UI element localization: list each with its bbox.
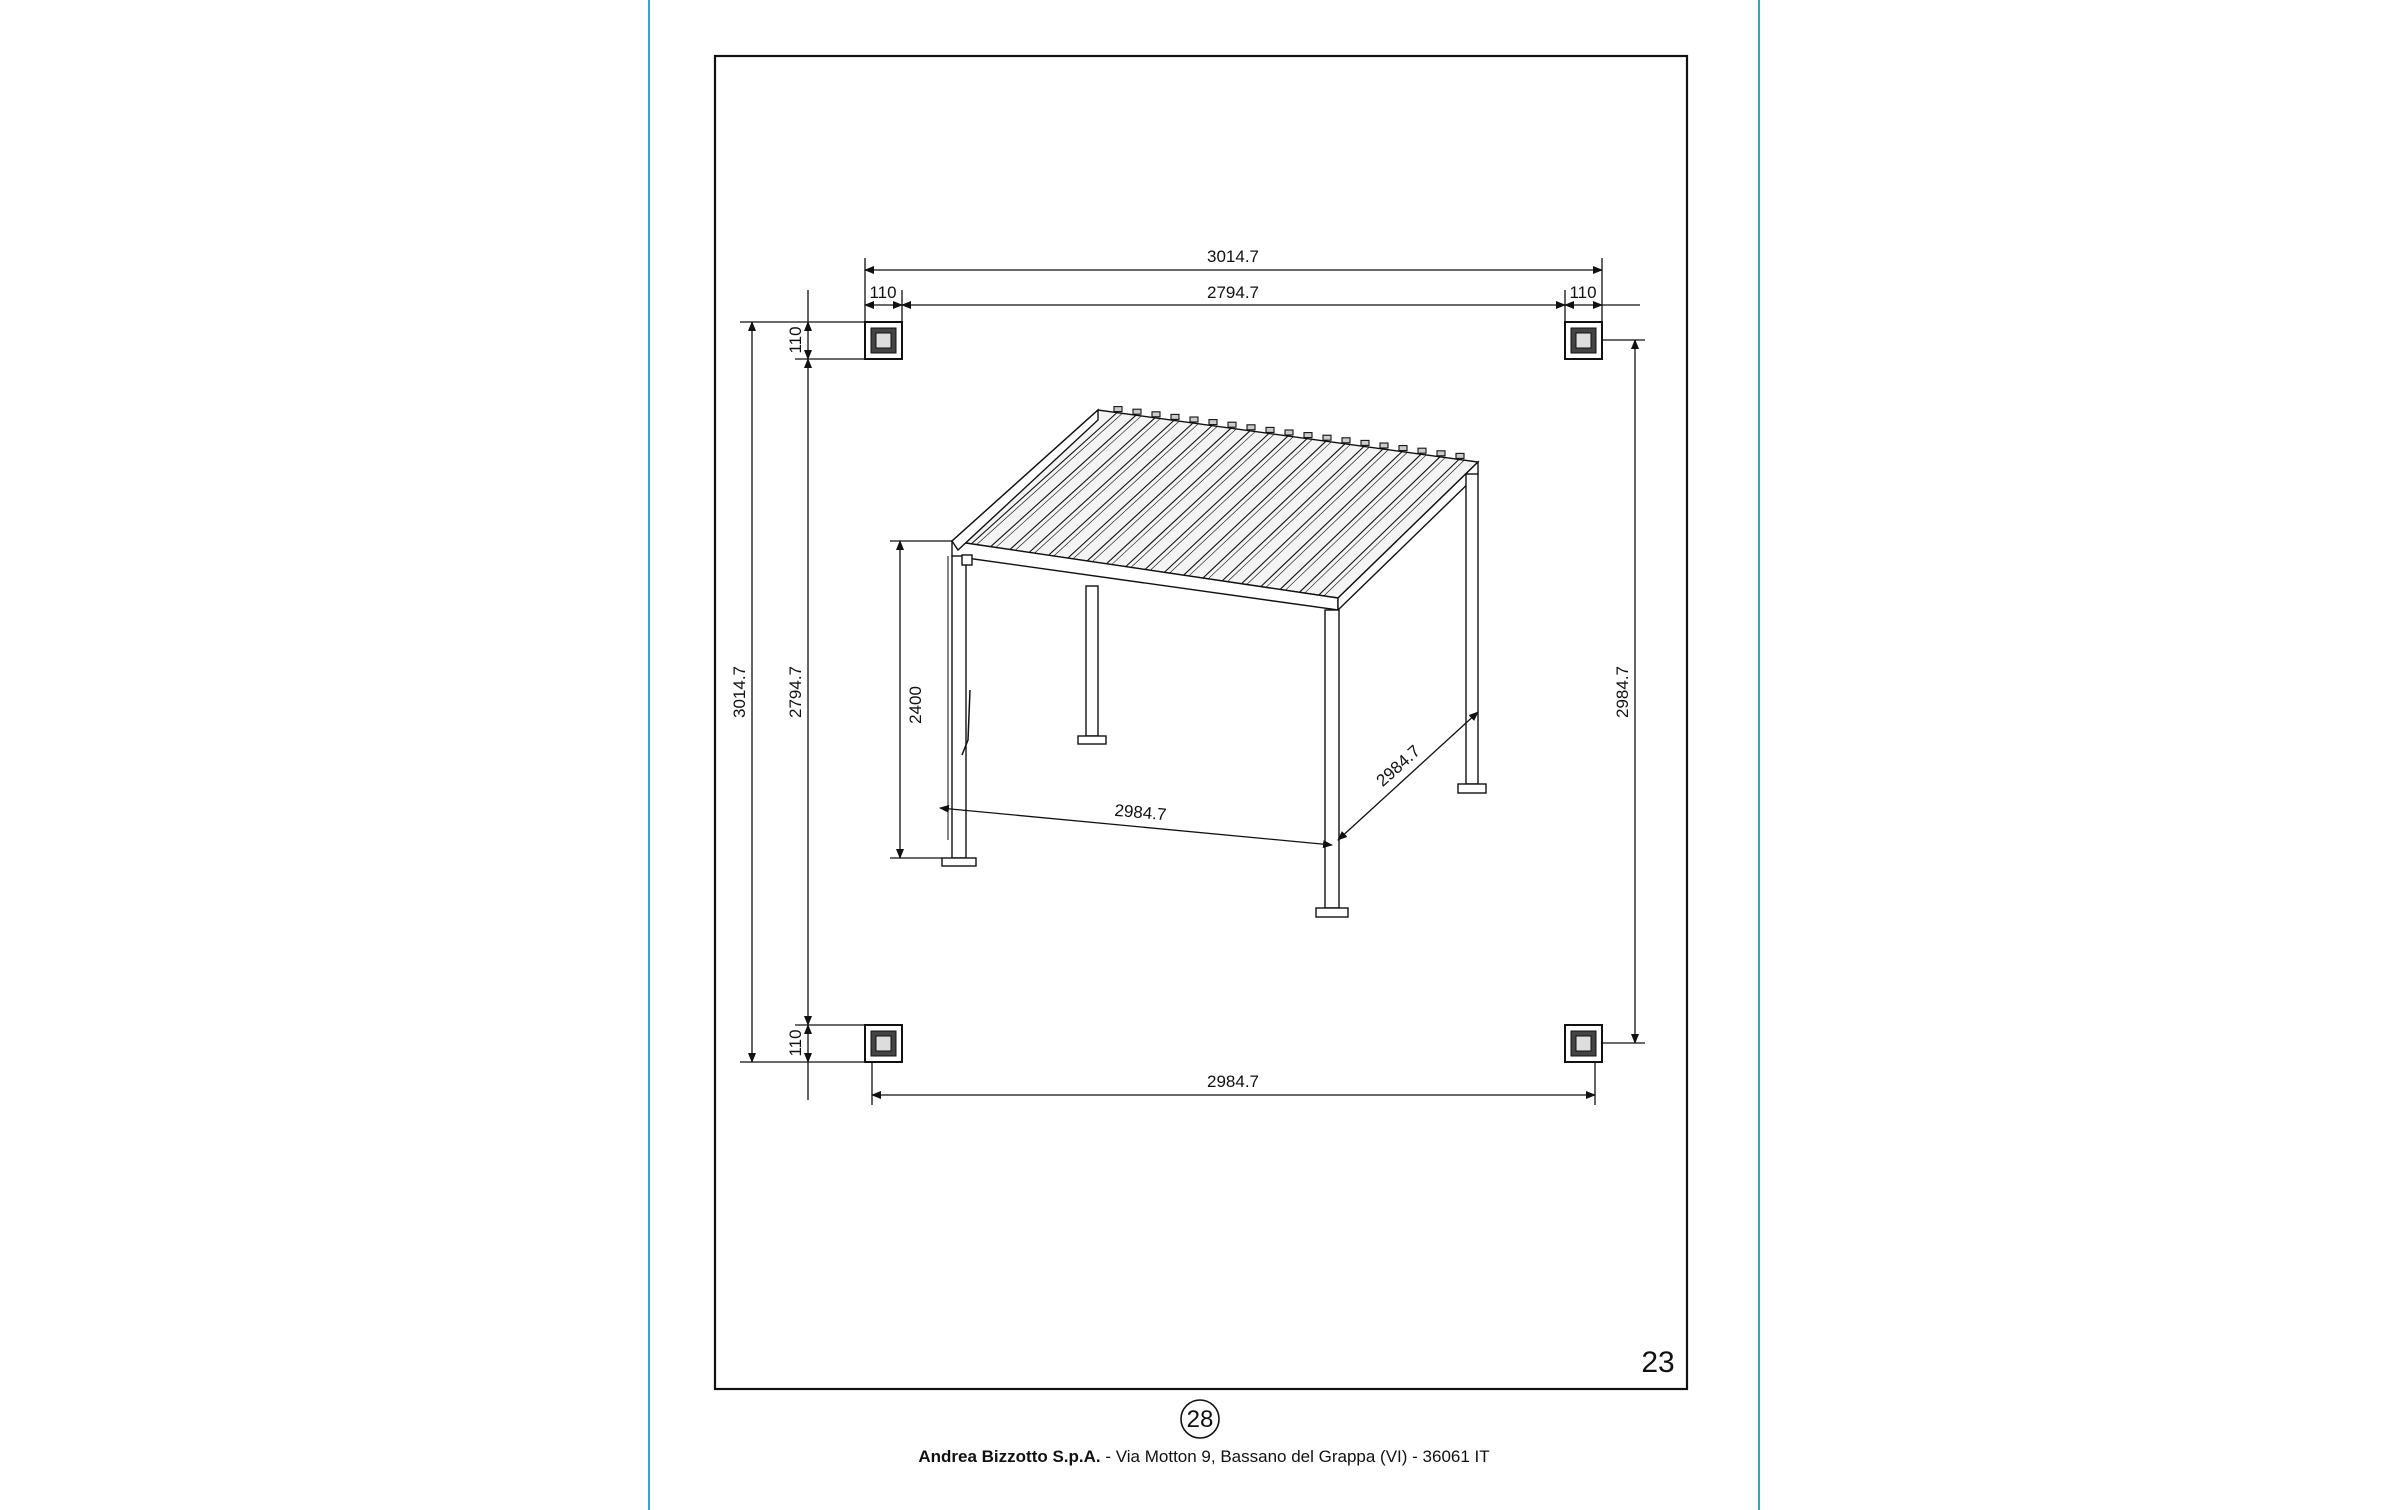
corner-post-bottom-right bbox=[1565, 1025, 1602, 1062]
louver-end-cap bbox=[1323, 435, 1331, 440]
dim-front-width: 2984.7 bbox=[1113, 800, 1168, 825]
louver-end-cap bbox=[1114, 407, 1122, 412]
pergola-3d-view bbox=[942, 407, 1486, 917]
louver-end-cap bbox=[1190, 417, 1198, 422]
louver-end-cap bbox=[1285, 430, 1293, 435]
dim-left-top-post: 110 bbox=[786, 326, 805, 354]
dim-height: 2400 bbox=[906, 686, 925, 724]
dim-left-bottom-post: 110 bbox=[786, 1029, 805, 1057]
louver-end-cap bbox=[1171, 414, 1179, 419]
louver-end-cap bbox=[1133, 409, 1141, 414]
dim-top-inner: 2794.7 bbox=[1207, 283, 1259, 302]
dim-right-depth: 2984.7 bbox=[1613, 666, 1632, 718]
louver-end-cap bbox=[1342, 438, 1350, 443]
dim-bottom-width: 2984.7 bbox=[1207, 1072, 1259, 1091]
louver-end-cap bbox=[1456, 453, 1464, 458]
dim-left-overall: 3014.7 bbox=[730, 666, 749, 718]
louver-end-cap bbox=[1266, 427, 1274, 432]
louver-end-cap bbox=[1209, 420, 1217, 425]
corner-post-top-right bbox=[1565, 322, 1602, 359]
corner-post-top-left bbox=[865, 322, 902, 359]
louver-end-cap bbox=[1380, 443, 1388, 448]
dim-side-depth: 2984.7 bbox=[1372, 741, 1424, 791]
drawing-frame bbox=[715, 56, 1687, 1389]
louver-end-cap bbox=[1418, 448, 1426, 453]
louver-end-cap bbox=[1152, 412, 1160, 417]
footer-address: - Via Motton 9, Bassano del Grappa (VI) - 36061 IT bbox=[1100, 1447, 1490, 1466]
louver-end-cap bbox=[1361, 440, 1369, 445]
circled-page-number: 28 bbox=[1186, 1406, 1214, 1433]
page-number: 23 bbox=[1641, 1346, 1675, 1379]
louver-end-cap bbox=[1399, 446, 1407, 451]
plan-dimension-lines bbox=[740, 258, 1645, 1105]
louver-end-cap bbox=[1437, 451, 1445, 456]
louver-end-cap bbox=[1228, 422, 1236, 427]
louver-end-cap bbox=[1304, 433, 1312, 438]
dim-top-left-post: 110 bbox=[869, 283, 897, 302]
louver-end-cap bbox=[1247, 425, 1255, 430]
dim-left-inner: 2794.7 bbox=[786, 666, 805, 718]
dim-top-right-post: 110 bbox=[1569, 283, 1597, 302]
footer-company: Andrea Bizzotto S.p.A. bbox=[918, 1447, 1101, 1466]
dim-top-overall: 3014.7 bbox=[1207, 247, 1259, 266]
corner-post-bottom-left bbox=[865, 1025, 902, 1062]
footer bbox=[648, 1447, 1760, 1467]
